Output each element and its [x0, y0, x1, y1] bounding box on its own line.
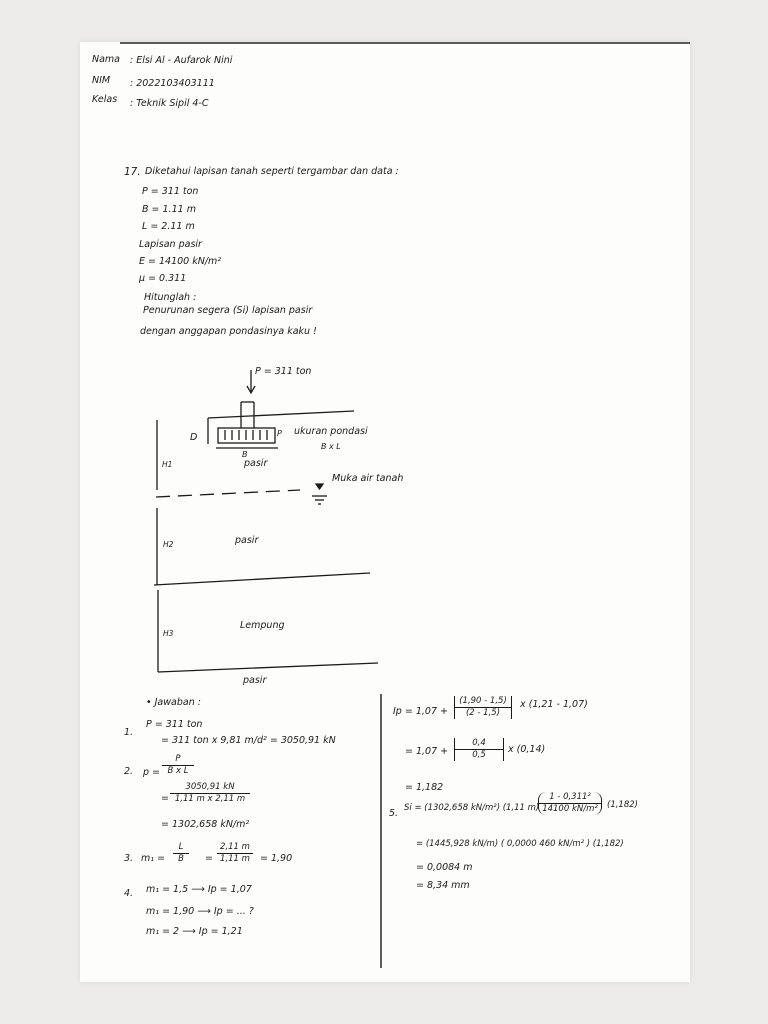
step2-number: 2.	[124, 766, 134, 777]
step5-frac-den: 14100 kN/m²	[542, 804, 598, 814]
given-p: P = 311 ton	[142, 186, 199, 197]
h2-label: H2	[163, 540, 174, 549]
ip-fraction-2	[454, 738, 504, 761]
step5-line-2: = (1445,928 kN/m) ( 0,0000 460 kN/m² ) (1,182)	[416, 839, 624, 849]
step3-result: = 1,90	[260, 853, 293, 864]
ask-line-2: dengan anggapan pondasinya kaku !	[140, 326, 317, 337]
h1-label: H1	[162, 460, 173, 469]
step5-fraction	[538, 792, 602, 815]
footing-size-label: ukuran pondasi	[294, 426, 368, 437]
h3-label: H3	[163, 629, 174, 638]
step4-row-2: m₁ = 1,90 ⟶ Ip = ... ?	[146, 906, 254, 917]
nama-value: : Elsi Al - Aufarok Nini	[130, 55, 233, 66]
step4-row-3: m₁ = 2 ⟶ Ip = 1,21	[146, 926, 243, 937]
step3-fraction-1	[173, 842, 189, 865]
step3-frac1-den: B	[178, 854, 184, 864]
given-mu: μ = 0.311	[139, 273, 187, 284]
step3-frac2-den: 1,11 m	[220, 854, 250, 864]
ip-result: = 1,182	[405, 782, 444, 793]
step2-fraction-1	[162, 754, 194, 777]
answer-title: • Jawaban :	[146, 697, 201, 708]
problem-intro: Diketahui lapisan tanah seperti tergambar dan data :	[145, 166, 399, 177]
ip-lhs: Ip = 1,07 +	[393, 706, 448, 717]
step5-tail: (1,182)	[607, 800, 638, 810]
load-label: P = 311 ton	[255, 366, 312, 377]
ip-frac2-num: 0,4	[455, 738, 503, 750]
footing-b-label: B	[242, 450, 248, 459]
step2-frac2-num: 3050,91 kN	[170, 782, 250, 794]
step3-frac1-num: L	[173, 842, 189, 854]
problem-number: 17.	[124, 166, 141, 178]
given-layer: Lapisan pasir	[139, 239, 202, 250]
step3-frac2-num: 2,11 m	[217, 842, 253, 854]
ip-frac2-den: 0,5	[472, 750, 486, 760]
step2-result: = 1302,658 kN/m²	[161, 819, 250, 830]
ip-frac1-den: (2 - 1,5)	[465, 708, 501, 718]
ip-line2-lhs: = 1,07 +	[405, 746, 449, 757]
ip-frac1-num: (1,90 - 1,5)	[455, 696, 511, 708]
step2-eq: =	[161, 793, 169, 804]
step4-number: 4.	[124, 888, 134, 899]
step2-fraction-2	[170, 782, 250, 805]
step5-frac-num: 1 - 0,311²	[539, 792, 601, 804]
step2-lhs: p =	[143, 767, 161, 778]
given-l: L = 2.11 m	[142, 221, 195, 232]
depth-d-label: D	[190, 432, 198, 443]
step3-number: 3.	[124, 853, 134, 864]
step4-row-1: m₁ = 1,5 ⟶ Ip = 1,07	[146, 884, 252, 895]
nim-value: : 2022103403111	[130, 78, 215, 89]
water-table-label: Muka air tanah	[332, 473, 404, 484]
kelas-label: Kelas	[92, 94, 118, 105]
ip-tail: x (1,21 - 1,07)	[520, 699, 588, 710]
step5-line-4: = 8,34 mm	[416, 880, 470, 891]
step1-line-b: = 311 ton x 9,81 m/d² = 3050,91 kN	[161, 735, 336, 746]
step2-frac1-num: P	[162, 754, 194, 766]
step5-line-1: Si = (1302,658 kN/m²) (1,11 m)	[404, 803, 540, 813]
layer3-lempung-label: Lempung	[240, 620, 285, 631]
ip-line2-tail: x (0,14)	[508, 744, 546, 755]
nim-label: NIM	[92, 75, 111, 86]
footing-p-label: P	[277, 429, 282, 438]
given-e: E = 14100 kN/m²	[139, 256, 222, 267]
kelas-value: : Teknik Sipil 4-C	[130, 98, 209, 109]
ask-label: Hitunglah :	[144, 292, 197, 303]
given-b: B = 1.11 m	[142, 204, 196, 215]
layer1-pasir-label: pasir	[244, 458, 268, 469]
bottom-pasir-label: pasir	[243, 675, 267, 686]
step5-line-3: = 0,0084 m	[416, 862, 473, 873]
ip-fraction-1	[454, 696, 512, 719]
ask-line-1: Penurunan segera (Si) lapisan pasir	[143, 305, 313, 316]
step5-number: 5.	[389, 808, 399, 819]
step2-frac1-den: B x L	[167, 766, 189, 776]
step1-line-a: P = 311 ton	[146, 719, 203, 730]
step3-fraction-2	[217, 842, 253, 865]
step3-lhs: m₁ =	[141, 853, 166, 864]
step2-frac2-den: 1,11 m x 2,11 m	[174, 794, 246, 804]
step1-number: 1.	[124, 727, 134, 738]
footing-size-bxl: B x L	[321, 442, 341, 451]
layer2-pasir-label: pasir	[235, 535, 259, 546]
nama-label: Nama	[92, 54, 121, 65]
step3-eq: =	[205, 853, 213, 864]
